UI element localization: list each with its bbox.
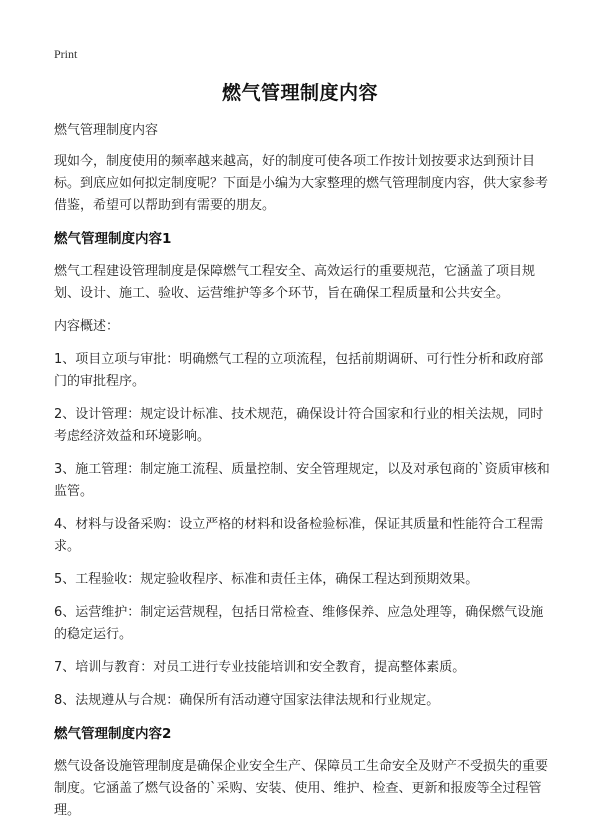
list-item: 6、运营维护：制定运营规程，包括日常检查、维修保养、应急处理等，确保燃气设施的稳定运行。: [54, 605, 544, 642]
document-body: [54, 120, 554, 833]
print-label: Print: [54, 47, 78, 61]
list-item: 8、法规遵从与合规：确保所有活动遵守国家法律法规和行业规定。: [54, 693, 440, 708]
list-item: 5、工程验收：规定验收程序、标准和责任主体，确保工程达到预期效果。: [54, 572, 479, 587]
document-subtitle: 燃气管理制度内容: [54, 123, 159, 138]
list-item: 7、培训与教育：对员工进行专业技能培训和安全教育，提高整体素质。: [54, 660, 466, 675]
section-2-paragraph: 燃气设备设施管理制度是确保企业安全生产、保障员工生命安全及财产不受损失的重要制度。它涵盖了燃气设备的`采购、安装、使用、维护、检查、更新和报废等全过程管理。: [54, 759, 549, 818]
section-1-paragraph: 燃气工程建设管理制度是保障燃气工程安全、高效运行的重要规范，它涵盖了项目规划、设计、施工、验收、运营维护等多个环节，旨在确保工程质量和公共安全。: [54, 264, 536, 301]
intro-paragraph: 现如今，制度使用的频率越来越高，好的制度可使各项工作按计划按要求达到预计目标。到底应如何拟定制度呢？下面是小编为大家整理的燃气管理制度内容，供大家参考借鉴，希望可以帮助到有需要的朋友。: [54, 154, 549, 213]
overview-label: 内容概述：: [54, 319, 120, 334]
page-title: 燃气管理制度内容: [221, 82, 378, 104]
list-item: 3、施工管理：制定施工流程、质量控制、安全管理规定，以及对承包商的`资质审核和监管。: [54, 462, 550, 499]
list-item: 2、设计管理：规定设计标准、技术规范，确保设计符合国家和行业的相关法规，同时考虑经济效益和环境影响。: [54, 407, 544, 444]
section-heading-2: 燃气管理制度内容2: [54, 726, 172, 742]
section-heading-1: 燃气管理制度内容1: [54, 231, 172, 247]
list-item: 1、项目立项与审批：明确燃气工程的立项流程，包括前期调研、可行性分析和政府部门的审批程序。: [54, 352, 544, 389]
list-item: 4、材料与设备采购：设立严格的材料和设备检验标准，保证其质量和性能符合工程需求。: [54, 517, 544, 554]
